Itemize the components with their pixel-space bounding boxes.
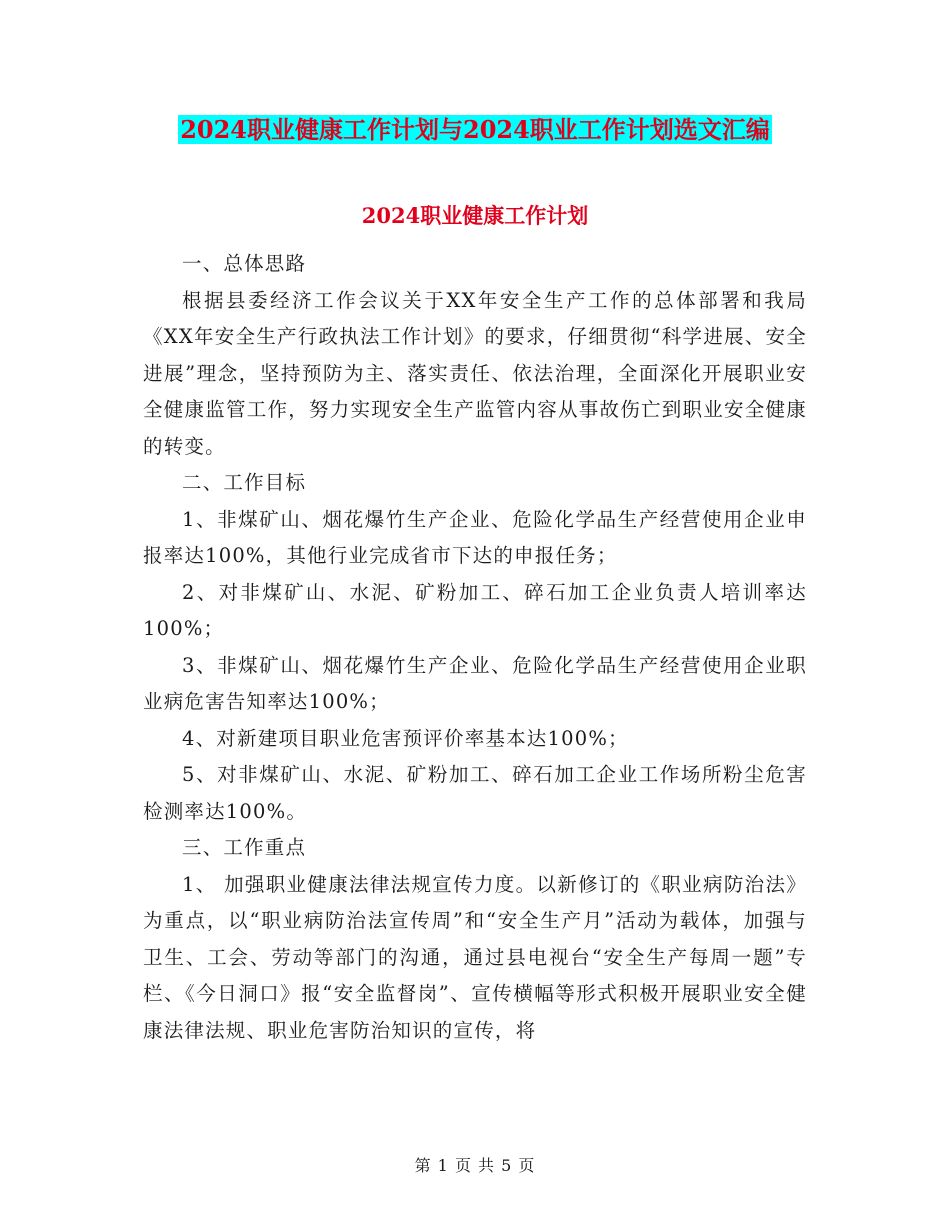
goal-item-1: 1、非煤矿山、烟花爆竹生产企业、危险化学品生产经营使用企业申报率达100%，其他行业完成省市下达的申报任务； [143, 507, 807, 567]
focus-item-1: 1、 加强职业健康法律法规宣传力度。以新修订的《职业病防治法》为重点，以“职业病防治法宣传周”和“安全生产月”活动为载体，加强与卫生、工会、劳动等部门的沟通，通过县电视台“安全生产每周一题”专栏、《今日洞口》报“安全监督岗”、宣传横幅等形式积极开展职业安全健康法律法规、职业危害防治知识的宣传，将 [143, 872, 807, 1042]
goal-item-3: 3、非煤矿山、烟花爆竹生产企业、危险化学品生产经营使用企业职业病危害告知率达100%； [143, 653, 807, 713]
heading-work-goals: 二、工作目标 [182, 471, 307, 494]
paragraph-overall-approach: 根据县委经济工作会议关于XX年安全生产工作的总体部署和我局《XX年安全生产行政执法工作计划》的要求，仔细贯彻“科学进展、安全进展”理念，坚持预防为主、落实责任、依法治理，全面深化开展职业安全健康监管工作，努力实现安全生产监管内容从事故伤亡到职业安全健康的转变。 [143, 288, 807, 458]
heading-work-focus: 三、工作重点 [182, 836, 307, 859]
document-title [0, 112, 950, 148]
goal-item-4: 4、对新建项目职业危害预评价率基本达100%； [182, 726, 629, 750]
page-number-footer: 第 1 页 共 5 页 [414, 1156, 536, 1175]
document-body [143, 246, 807, 1049]
goal-item-5: 5、对非煤矿山、水泥、矿粉加工、碎石加工企业工作场所粉尘危害检测率达100%。 [143, 763, 807, 823]
goal-item-2: 2、对非煤矿山、水泥、矿粉加工、碎石加工企业负责人培训率达100%； [143, 580, 807, 640]
heading-overall-approach: 一、总体思路 [182, 252, 307, 275]
section-title: 2024职业健康工作计划 [361, 203, 589, 228]
document-title-text: 2024职业健康工作计划与2024职业工作计划选文汇编 [180, 115, 770, 144]
